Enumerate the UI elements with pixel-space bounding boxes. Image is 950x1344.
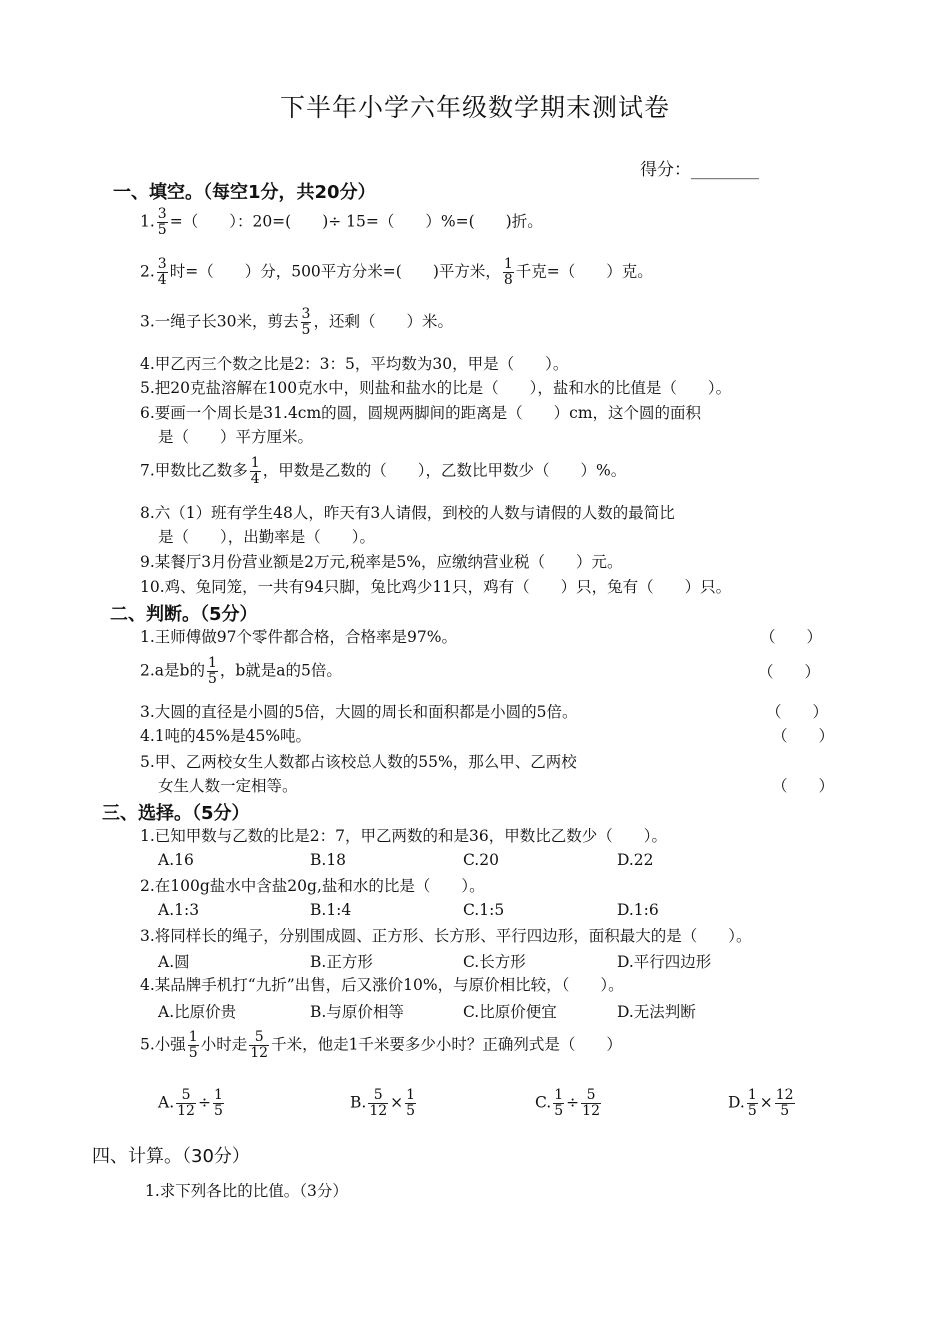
choice-4-option-a[interactable]: A.比原价贵	[158, 1003, 237, 1021]
score-line	[640, 155, 759, 180]
choice-4-option-d[interactable]: D.无法判断	[617, 1003, 696, 1021]
choice-5-option-d[interactable]: D. $\frac{1}{5}$ × $\frac{12}{5}$	[728, 1087, 794, 1119]
fraction: $\frac{3}{5}$	[157, 206, 167, 238]
choice-3-option-c[interactable]: C.长方形	[463, 953, 526, 971]
judge-question-3: 3.大圆的直径是小圆的5倍，大圆的周长和面积都是小圆的5倍。	[140, 703, 578, 721]
choice-2-option-d[interactable]: D.1:6	[617, 901, 659, 919]
choice-4-option-b[interactable]: B.与原价相等	[310, 1003, 404, 1021]
page-title: 下半年小学六年级数学期末测试卷	[279, 93, 670, 122]
fill-question-7: 7.甲数比乙数多 $\frac{1}{4}$ ，甲数是乙数的（ ），乙数比甲数少（ ）%。	[140, 455, 627, 487]
choice-3-option-d[interactable]: D.平行四边形	[617, 953, 712, 971]
choice-question-4: 4.某品牌手机打“九折”出售，后又涨价10%，与原价相比较，（ ）。	[140, 976, 624, 994]
fraction: $\frac{1}{5}$	[207, 655, 217, 687]
judge-question-5-line2: 女生人数一定相等。	[158, 777, 298, 795]
fill-question-4: 4.甲乙丙三个数之比是2：3：5，平均数为30，甲是（ ）。	[140, 355, 569, 373]
choice-4-option-c[interactable]: C.比原价便宜	[463, 1003, 557, 1021]
section-fill-heading: 一、填空。（每空1分，共20分）	[113, 182, 376, 203]
judge-question-2: 2.a是b的 $\frac{1}{5}$ ，b就是a的5倍。	[140, 655, 342, 687]
judge-answer-1[interactable]: （ ）	[760, 628, 823, 646]
choice-1-option-c[interactable]: C.20	[463, 851, 499, 869]
choice-2-option-c[interactable]: C.1:5	[463, 901, 505, 919]
choice-5-option-c[interactable]: C. $\frac{1}{5}$ ÷ $\frac{5}{12}$	[535, 1087, 600, 1119]
fill-question-6-line1: 6.要画一个周长是31.4cm的圆，圆规两脚间的距离是（ ）cm，这个圆的面积	[140, 404, 702, 422]
choice-3-option-a[interactable]: A.圆	[158, 953, 190, 971]
choice-2-option-b[interactable]: B.1:4	[310, 901, 352, 919]
choice-1-option-b[interactable]: B.18	[310, 851, 347, 869]
judge-question-1: 1.王师傅做97个零件都合格，合格率是97%。	[140, 628, 457, 646]
section-choice-heading: 三、选择。（5分）	[102, 803, 250, 824]
judge-question-4: 4.1吨的45%是45%吨。	[140, 727, 312, 745]
choice-2-option-a[interactable]: A.1:3	[158, 901, 200, 919]
choice-question-2: 2.在100g盐水中含盐20g,盐和水的比是（ ）。	[140, 877, 485, 895]
fill-question-8-line1: 8.六（1）班有学生48人，昨天有3人请假，到校的人数与请假的人数的最简比	[140, 504, 675, 522]
calc-question-1: 1.求下列各比的比值。（3分）	[145, 1182, 348, 1200]
fill-question-8-line2: 是（ ），出勤率是（ ）。	[158, 528, 376, 546]
judge-answer-5[interactable]: （ ）	[772, 777, 835, 795]
choice-5-option-a[interactable]: A. $\frac{5}{12}$ ÷ $\frac{1}{5}$	[158, 1087, 223, 1119]
fraction: $\frac{1}{4}$	[250, 455, 260, 487]
choice-1-option-d[interactable]: D.22	[617, 851, 654, 869]
choice-question-1: 1.已知甲数与乙数的比是2：7，甲乙两数的和是36，甲数比乙数少（ ）。	[140, 827, 667, 845]
judge-answer-3[interactable]: （ ）	[766, 703, 829, 721]
fill-question-6-line2: 是（ ）平方厘米。	[158, 428, 314, 446]
fraction: $\frac{1}{8}$	[503, 256, 513, 288]
choice-question-5: 5.小强 $\frac{1}{5}$ 小时走 $\frac{5}{12}$ 千米，他走1千米要多少小时？正确列式是（ ）	[140, 1029, 622, 1061]
judge-answer-4[interactable]: （ ）	[772, 727, 835, 745]
choice-3-option-b[interactable]: B.正方形	[310, 953, 373, 971]
score-blank[interactable]: ________	[691, 160, 759, 180]
section-calc-heading: 四、计算。（30分）	[92, 1146, 250, 1167]
fill-question-5: 5.把20克盐溶解在100克水中，则盐和盐水的比是（ ），盐和水的比值是（ ）。	[140, 379, 732, 397]
fill-question-2: 2. $\frac{3}{4}$ 时=（ ）分，500平方分米=( )平方米， $\frac{1}{8}$ 千克=（ ）克。	[140, 256, 653, 288]
fill-question-1: 1. $\frac{3}{5}$ =（ ）：20=( )÷ 15=（ ）%=( )折。	[140, 206, 543, 238]
choice-5-option-b[interactable]: B. $\frac{5}{12}$ × $\frac{1}{5}$	[350, 1087, 416, 1119]
fraction: $\frac{3}{5}$	[301, 306, 311, 338]
choice-1-option-a[interactable]: A.16	[158, 851, 194, 869]
fraction: $\frac{5}{12}$	[250, 1029, 269, 1061]
fill-question-3: 3.一绳子长30米，剪去 $\frac{3}{5}$ ，还剩（ ）米。	[140, 306, 453, 338]
fraction: $\frac{1}{5}$	[188, 1029, 198, 1061]
fill-question-10: 10.鸡、兔同笼，一共有94只脚，兔比鸡少11只，鸡有（ ）只，兔有（ ）只。	[140, 578, 732, 596]
judge-question-5-line1: 5.甲、乙两校女生人数都占该校总人数的55%，那么甲、乙两校	[140, 753, 577, 771]
score-label: 得分：	[640, 160, 691, 180]
section-judge-heading: 二、判断。（5分）	[110, 604, 258, 625]
fill-question-9: 9.某餐厅3月份营业额是2万元,税率是5%，应缴纳营业税（ ）元。	[140, 553, 623, 571]
judge-answer-2[interactable]: （ ）	[758, 663, 821, 681]
fraction: $\frac{3}{4}$	[157, 256, 167, 288]
choice-question-3: 3.将同样长的绳子，分别围成圆、正方形、长方形、平行四边形，面积最大的是（ ）。	[140, 927, 752, 945]
